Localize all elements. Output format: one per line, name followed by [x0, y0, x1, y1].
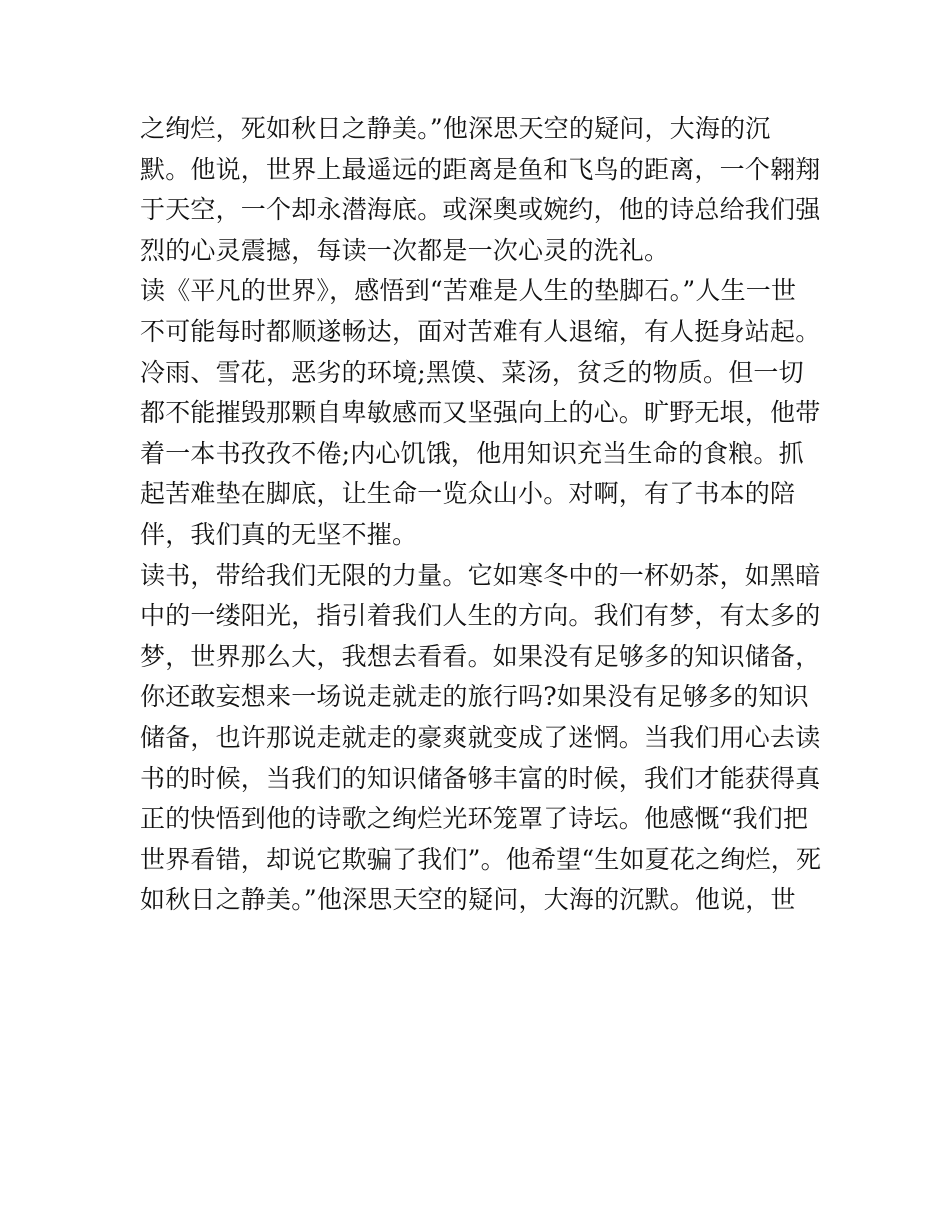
text-line: 不可能每时都顺遂畅达，面对苦难有人退缩，有人挺身站起。	[140, 316, 821, 346]
text-line: 默。他说，世界上最遥远的距离是鱼和飞鸟的距离，一个翱翔	[140, 154, 821, 184]
text-line: 于天空，一个却永潜海底。或深奥或婉约，他的诗总给我们强	[140, 195, 821, 225]
text-line: 你还敢妄想来一场说走就走的旅行吗?如果没有足够多的知识	[140, 682, 809, 712]
text-line: 书的时候，当我们的知识储备够丰富的时候，我们才能获得真	[140, 763, 821, 793]
text-line: 起苦难垫在脚底，让生命一览众山小。对啊，有了书本的陪	[140, 479, 796, 509]
text-line: 中的一缕阳光，指引着我们人生的方向。我们有梦，有太多的	[140, 601, 821, 631]
text-line: 梦，世界那么大，我想去看看。如果没有足够多的知识储备，	[140, 641, 821, 671]
text-line: 之绚烂，死如秋日之静美。”他深思天空的疑问，大海的沉	[140, 114, 771, 143]
text-line: 正的快悟到他的诗歌之绚烂光环笼罩了诗坛。他感慨“我们把	[140, 804, 809, 834]
text-line: 如秋日之静美。”他深思天空的疑问，大海的沉默。他说，世	[140, 885, 796, 915]
text-line: 世界看错，却说它欺骗了我们”。他希望“生如夏花之绚烂，死	[140, 844, 822, 874]
text-line: 伴，我们真的无坚不摧。	[140, 519, 418, 549]
text-line: 烈的心灵震撼，每读一次都是一次心灵的洗礼。	[140, 235, 670, 265]
text-line: 冷雨、雪花，恶劣的环境;黑馍、菜汤，贫乏的物质。但一切	[140, 357, 804, 387]
text-line: 读《平凡的世界》，感悟到“苦难是人生的垫脚石。”人生一世	[140, 276, 797, 306]
text-line: 储备，也许那说走就走的豪爽就变成了迷惘。当我们用心去读	[140, 722, 821, 752]
text-line: 着一本书孜孜不倦;内心饥饿，他用知识充当生命的食粮。抓	[140, 438, 804, 468]
text-line: 读书，带给我们无限的力量。它如寒冬中的一杯奶茶，如黑暗	[140, 560, 821, 590]
text-line: 都不能摧毁那颗自卑敏感而又坚强向上的心。旷野无垠，他带	[140, 398, 821, 428]
body-text	[140, 109, 820, 921]
